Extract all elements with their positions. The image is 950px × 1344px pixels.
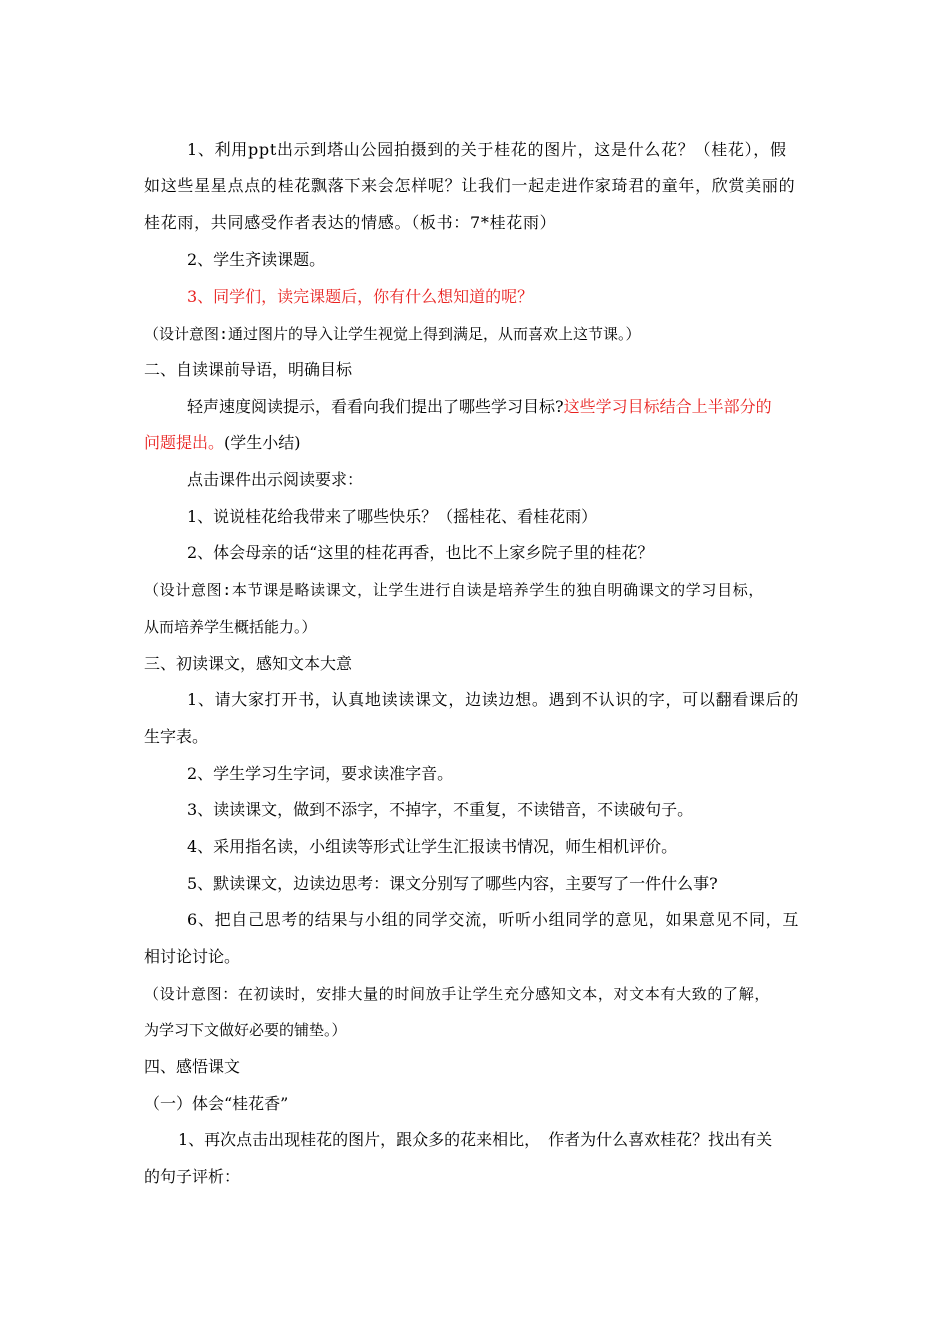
intro-paragraph-1-line-2: 如这些星星点点的桂花飘落下来会怎样呢？让我们一起走进作家琦君的童年，欣赏美丽的	[144, 176, 796, 195]
section-2-paragraph-1-line-1	[187, 397, 772, 417]
reading-requirement-1: 1、说说桂花给我带来了哪些快乐？（摇桂花、看桂花雨）	[187, 507, 598, 526]
section-3-item-6-line-1: 6、把自己思考的结果与小组的同学交流，听听小组同学的意见，如果意见不同，互	[187, 910, 800, 929]
section-4-heading: 四、感悟课文	[144, 1057, 241, 1076]
intro-paragraph-2: 2、学生齐读课题。	[187, 250, 326, 269]
intro-paragraph-1-line-1: 1、利用ppt出示到塔山公园拍摄到的关于桂花的图片，这是什么花？（桂花），假	[187, 140, 787, 159]
section-3-item-6-line-2: 相讨论讨论。	[144, 947, 241, 966]
section-4-paragraph-1-line-1: 1、再次点击出现桂花的图片，跟众多的花来相比， 作者为什么喜欢桂花？找出有关	[178, 1130, 773, 1149]
section-4-paragraph-1-line-2: 的句子评析：	[144, 1167, 241, 1186]
section-3-design-note-line-1: （设计意图：在初读时，安排大量的时间放手让学生充分感知文本，对文本有大致的了解，	[144, 985, 771, 1003]
section-2-paragraph-1-red: 这些学习目标结合上半部分的	[563, 397, 772, 416]
intro-question-red: 3、同学们，读完课题后，你有什么想知道的呢？	[187, 287, 534, 306]
section-2-paragraph-2: 点击课件出示阅读要求：	[187, 470, 364, 489]
intro-design-note: （设计意图:通过图片的导入让学生视觉上得到满足，从而喜欢上这节课。）	[144, 325, 641, 343]
section-2-design-note-line-2: 从而培养学生概括能力。）	[144, 618, 317, 636]
section-2-paragraph-1-line-2	[144, 433, 301, 453]
section-3-item-4: 4、采用指名读，小组读等形式让学生汇报读书情况，师生相机评价。	[187, 837, 678, 856]
section-2-design-note-line-1: （设计意图:本节课是略读课文，让学生进行自读是培养学生的独自明确课文的学习目标，	[144, 581, 765, 599]
section-2-paragraph-1-black: 轻声速度阅读提示，看看向我们提出了哪些学习目标?	[187, 397, 564, 416]
section-3-design-note-line-2: 为学习下文做好必要的铺垫。）	[144, 1021, 347, 1039]
section-3-item-2: 2、学生学习生字词，要求读准字音。	[187, 764, 454, 783]
section-3-item-5: 5、默读课文，边读边思考：课文分别写了哪些内容，主要写了一件什么事?	[187, 874, 718, 893]
section-4-subheading-1: （一）体会“桂花香”	[144, 1094, 289, 1113]
section-2-paragraph-1-red-continued: 问题提出。	[144, 433, 225, 452]
section-3-item-1-line-2: 生字表。	[144, 727, 209, 746]
intro-paragraph-1-line-3: 桂花雨，共同感受作者表达的情感。（板书：7*桂花雨）	[144, 213, 557, 232]
section-2-student-summary: (学生小结)	[224, 433, 301, 452]
reading-requirement-2: 2、体会母亲的话“这里的桂花再香，也比不上家乡院子里的桂花？	[187, 543, 654, 562]
section-3-item-3: 3、读读课文，做到不添字，不掉字，不重复，不读错音，不读破句子。	[187, 800, 694, 819]
section-2-heading: 二、自读课前导语，明确目标	[144, 360, 353, 379]
section-3-heading: 三、初读课文，感知文本大意	[144, 654, 353, 673]
section-3-item-1-line-1: 1、请大家打开书，认真地读读课文，边读边想。遇到不认识的字，可以翻看课后的	[187, 690, 800, 709]
